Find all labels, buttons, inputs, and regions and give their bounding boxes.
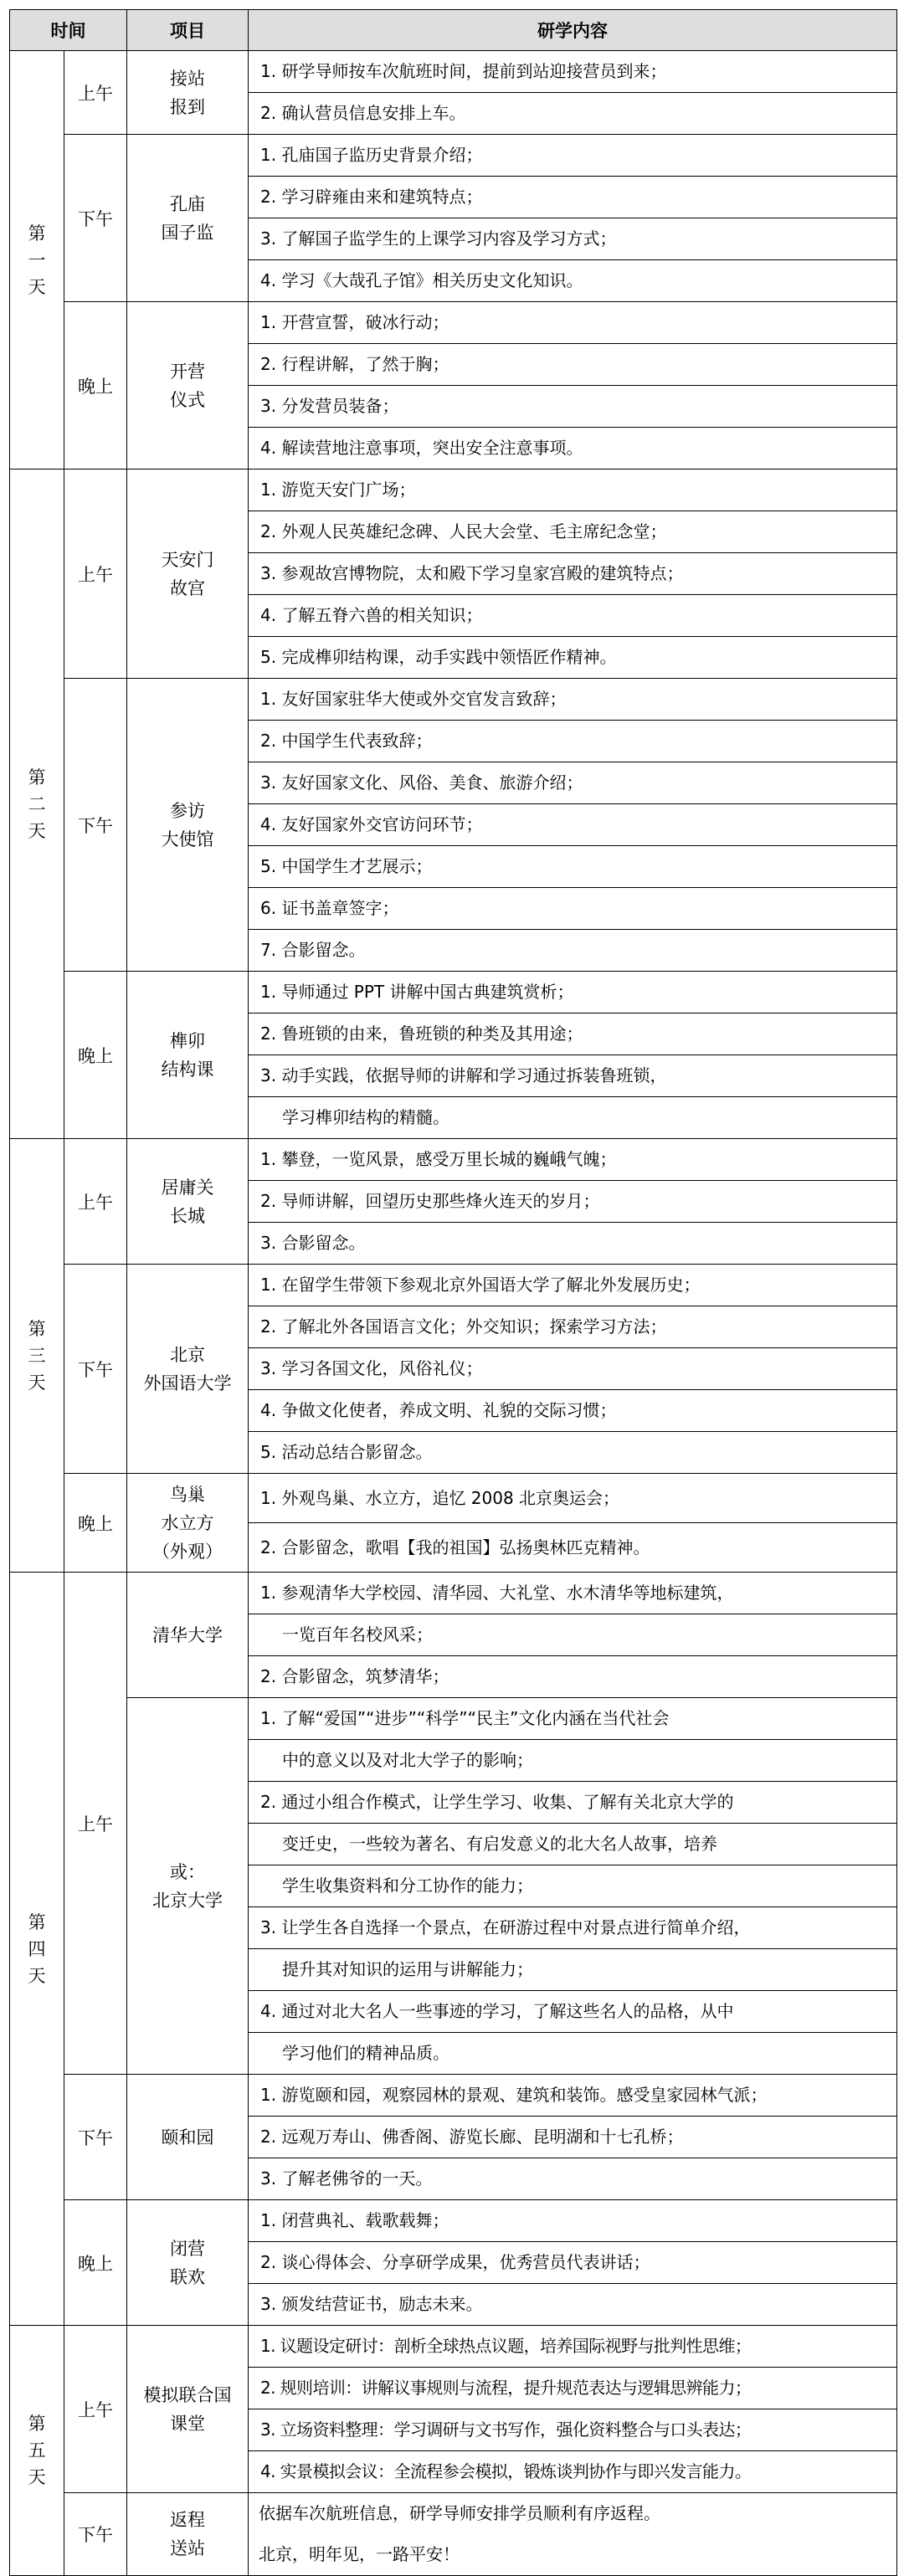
content-line: 2. 合影留念，筑梦清华； xyxy=(260,1666,449,1686)
item-name: 颐和园 xyxy=(127,2075,249,2200)
time-slot: 下午 xyxy=(64,1265,127,1474)
header-time: 时间 xyxy=(10,10,127,51)
time-slot: 晚上 xyxy=(64,2200,127,2326)
content-line: 5. 活动总结合影留念。 xyxy=(260,1442,433,1462)
content-line: 6. 证书盖章签字； xyxy=(249,888,896,930)
table-header-row xyxy=(10,10,897,51)
content-cell xyxy=(249,972,897,1139)
table-row xyxy=(10,51,897,135)
item-name: 开营 仪式 xyxy=(127,302,249,470)
table-row xyxy=(10,972,897,1139)
content-line: 1. 游览天安门广场； xyxy=(249,470,896,511)
item-name: 清华大学 xyxy=(127,1573,249,1698)
content-line: 1. 了解“爱国”“进步”“科学”“民主”文化内涵在当代社会 xyxy=(249,1698,896,1740)
itinerary-table xyxy=(9,9,897,2576)
time-slot: 晚上 xyxy=(64,1474,127,1573)
content-cell xyxy=(249,302,897,470)
time-slot: 下午 xyxy=(64,679,127,972)
content-line: 4. 争做文化使者，养成文明、礼貌的交际习惯； xyxy=(249,1390,896,1432)
item-name: 榫卯 结构课 xyxy=(127,972,249,1139)
item-name: 接站 报到 xyxy=(127,51,249,135)
content-line: 2. 行程讲解，了然于胸； xyxy=(249,344,896,386)
content-line: 1. 导师通过 PPT 讲解中国古典建筑赏析； xyxy=(249,972,896,1013)
content-line: 4. 通过对北大名人一些事迹的学习，了解这些名人的品格，从中 xyxy=(249,1991,896,2033)
content-line: 5. 完成榫卯结构课，动手实践中领悟匠作精神。 xyxy=(260,647,617,667)
table-row xyxy=(10,679,897,972)
content-line: 1. 参观清华大学校园、清华园、大礼堂、水木清华等地标建筑， xyxy=(249,1573,896,1614)
item-name: 孔庙 国子监 xyxy=(127,135,249,302)
content-line: 3. 颁发结营证书，励志未来。 xyxy=(260,2294,483,2314)
table-row xyxy=(10,2326,897,2493)
content-line: 2. 通过小组合作模式，让学生学习、收集、了解有关北京大学的 xyxy=(249,1782,896,1824)
table-row xyxy=(10,2075,897,2200)
content-line: 3. 了解国子监学生的上课学习内容及学习方式； xyxy=(249,218,896,260)
content-line: 4. 友好国家外交官访问环节； xyxy=(249,804,896,846)
content-line: 北京，明年见，一路平安！ xyxy=(259,2544,460,2564)
table-row xyxy=(10,135,897,302)
content-line: 1. 在留学生带领下参观北京外国语大学了解北外发展历史； xyxy=(249,1265,896,1306)
time-slot: 下午 xyxy=(64,2493,127,2576)
table-row xyxy=(10,2493,897,2576)
day-label: 第 二 天 xyxy=(10,470,64,1139)
content-line: 变迁史，一些较为著名、有启发意义的北大名人故事，培养 xyxy=(249,1824,896,1865)
content-line: 3. 分发营员装备； xyxy=(249,386,896,428)
content-cell xyxy=(249,2493,897,2576)
content-line: 5. 中国学生才艺展示； xyxy=(249,846,896,888)
content-line: 1. 友好国家驻华大使或外交官发言致辞； xyxy=(249,679,896,721)
content-line: 提升其对知识的运用与讲解能力； xyxy=(249,1949,896,1991)
content-line: 2. 确认营员信息安排上车。 xyxy=(260,103,466,123)
content-line: 3. 合影留念。 xyxy=(260,1233,366,1253)
content-line: 7. 合影留念。 xyxy=(260,940,366,960)
content-line: 3. 动手实践，依据导师的讲解和学习通过拆装鲁班锁， xyxy=(249,1055,896,1097)
content-line: 2. 了解北外各国语言文化；外交知识；探索学习方法； xyxy=(249,1306,896,1348)
content-line: 2. 谈心得体会、分享研学成果，优秀营员代表讲话； xyxy=(249,2242,896,2284)
content-line: 3. 学习各国文化，风俗礼仪； xyxy=(249,1348,896,1390)
content-line: 2. 外观人民英雄纪念碑、人民大会堂、毛主席纪念堂； xyxy=(249,511,896,553)
item-name: 模拟联合国 课堂 xyxy=(127,2326,249,2493)
content-cell xyxy=(249,135,897,302)
content-line: 学生收集资料和分工协作的能力； xyxy=(249,1865,896,1907)
content-line: 3. 让学生各自选择一个景点，在研游过程中对景点进行简单介绍， xyxy=(249,1907,896,1949)
content-line: 1. 孔庙国子监历史背景介绍； xyxy=(249,135,896,177)
time-slot: 下午 xyxy=(64,2075,127,2200)
content-cell xyxy=(249,679,897,972)
item-name: 或： 北京大学 xyxy=(127,1698,249,2075)
table-row xyxy=(10,302,897,470)
table-row xyxy=(10,1139,897,1265)
content-line: 2. 合影留念，歌唱【我的祖国】弘扬奥林匹克精神。 xyxy=(260,1537,650,1557)
content-line: 2. 鲁班锁的由来，鲁班锁的种类及其用途； xyxy=(249,1013,896,1055)
time-slot: 上午 xyxy=(64,1139,127,1265)
content-cell xyxy=(249,51,897,135)
content-line: 2. 远观万寿山、佛香阁、游览长廊、昆明湖和十七孔桥； xyxy=(249,2117,896,2158)
header-content: 研学内容 xyxy=(249,10,897,51)
content-cell xyxy=(249,1139,897,1265)
item-name: 鸟巢 水立方 （外观） xyxy=(127,1474,249,1573)
table-row xyxy=(10,1573,897,1698)
content-line: 1. 游览颐和园，观察园林的景观、建筑和装饰。感受皇家园林气派； xyxy=(249,2075,896,2117)
item-name: 天安门 故宫 xyxy=(127,470,249,679)
table-row xyxy=(10,1698,897,2075)
content-line: 4. 学习《大哉孔子馆》相关历史文化知识。 xyxy=(260,270,583,290)
item-name: 参访 大使馆 xyxy=(127,679,249,972)
content-line: 4. 了解五脊六兽的相关知识； xyxy=(249,595,896,637)
item-name: 北京 外国语大学 xyxy=(127,1265,249,1474)
time-slot: 下午 xyxy=(64,135,127,302)
content-cell xyxy=(249,1573,897,1698)
content-line: 1. 研学导师按车次航班时间，提前到站迎接营员到来； xyxy=(249,51,896,93)
content-line: 3. 了解老佛爷的一天。 xyxy=(260,2168,433,2189)
content-line: 中的意义以及对北大学子的影响； xyxy=(249,1740,896,1782)
content-line: 4. 解读营地注意事项，突出安全注意事项。 xyxy=(260,438,583,458)
table-row xyxy=(10,470,897,679)
content-cell xyxy=(249,1474,897,1573)
content-line: 3. 立场资料整理：学习调研与文书写作，强化资料整合与口头表达； xyxy=(249,2409,896,2451)
header-item: 项目 xyxy=(127,10,249,51)
content-cell xyxy=(249,1265,897,1474)
content-line: 3. 参观故宫博物院，太和殿下学习皇家宫殿的建筑特点； xyxy=(249,553,896,595)
time-slot: 上午 xyxy=(64,51,127,135)
table-row xyxy=(10,1265,897,1474)
content-cell xyxy=(249,2326,897,2493)
content-line: 2. 中国学生代表致辞； xyxy=(249,721,896,762)
content-line: 2. 规则培训：讲解议事规则与流程，提升规范表达与逻辑思辨能力； xyxy=(249,2368,896,2409)
content-line: 学习榫卯结构的精髓。 xyxy=(282,1107,449,1127)
content-line: 1. 闭营典礼、载歌载舞； xyxy=(249,2200,896,2242)
content-line: 一览百年名校风采； xyxy=(249,1614,896,1656)
content-cell xyxy=(249,1698,897,2075)
content-line: 学习他们的精神品质。 xyxy=(282,2043,449,2063)
content-line: 4. 实景模拟会议：全流程参会模拟，锻炼谈判协作与即兴发言能力。 xyxy=(260,2461,752,2481)
content-line: 1. 开营宣誓，破冰行动； xyxy=(249,302,896,344)
table-row xyxy=(10,1474,897,1573)
content-line: 1. 议题设定研讨：剖析全球热点议题，培养国际视野与批判性思维； xyxy=(249,2326,896,2368)
time-slot: 上午 xyxy=(64,2326,127,2493)
content-line: 2. 学习辟雍由来和建筑特点； xyxy=(249,177,896,218)
day-label: 第 三 天 xyxy=(10,1139,64,1573)
content-line: 2. 导师讲解，回望历史那些烽火连天的岁月； xyxy=(249,1181,896,1223)
time-slot: 晚上 xyxy=(64,972,127,1139)
content-line: 1. 攀登，一览风景，感受万里长城的巍峨气魄； xyxy=(249,1139,896,1181)
time-slot: 上午 xyxy=(64,1573,127,2075)
day-label: 第 五 天 xyxy=(10,2326,64,2576)
day-label: 第 四 天 xyxy=(10,1573,64,2326)
time-slot: 晚上 xyxy=(64,302,127,470)
content-line: 依据车次航班信息，研学导师安排学员顺利有序返程。 xyxy=(259,2503,660,2523)
content-cell xyxy=(249,2075,897,2200)
item-name: 居庸关 长城 xyxy=(127,1139,249,1265)
time-slot: 上午 xyxy=(64,470,127,679)
day-label: 第 一 天 xyxy=(10,51,64,470)
item-name: 返程 送站 xyxy=(127,2493,249,2576)
content-cell xyxy=(249,2200,897,2326)
item-name: 闭营 联欢 xyxy=(127,2200,249,2326)
content-line: 1. 外观鸟巢、水立方，追忆 2008 北京奥运会； xyxy=(249,1474,896,1523)
content-line: 3. 友好国家文化、风俗、美食、旅游介绍； xyxy=(249,762,896,804)
table-row xyxy=(10,2200,897,2326)
content-cell xyxy=(249,470,897,679)
